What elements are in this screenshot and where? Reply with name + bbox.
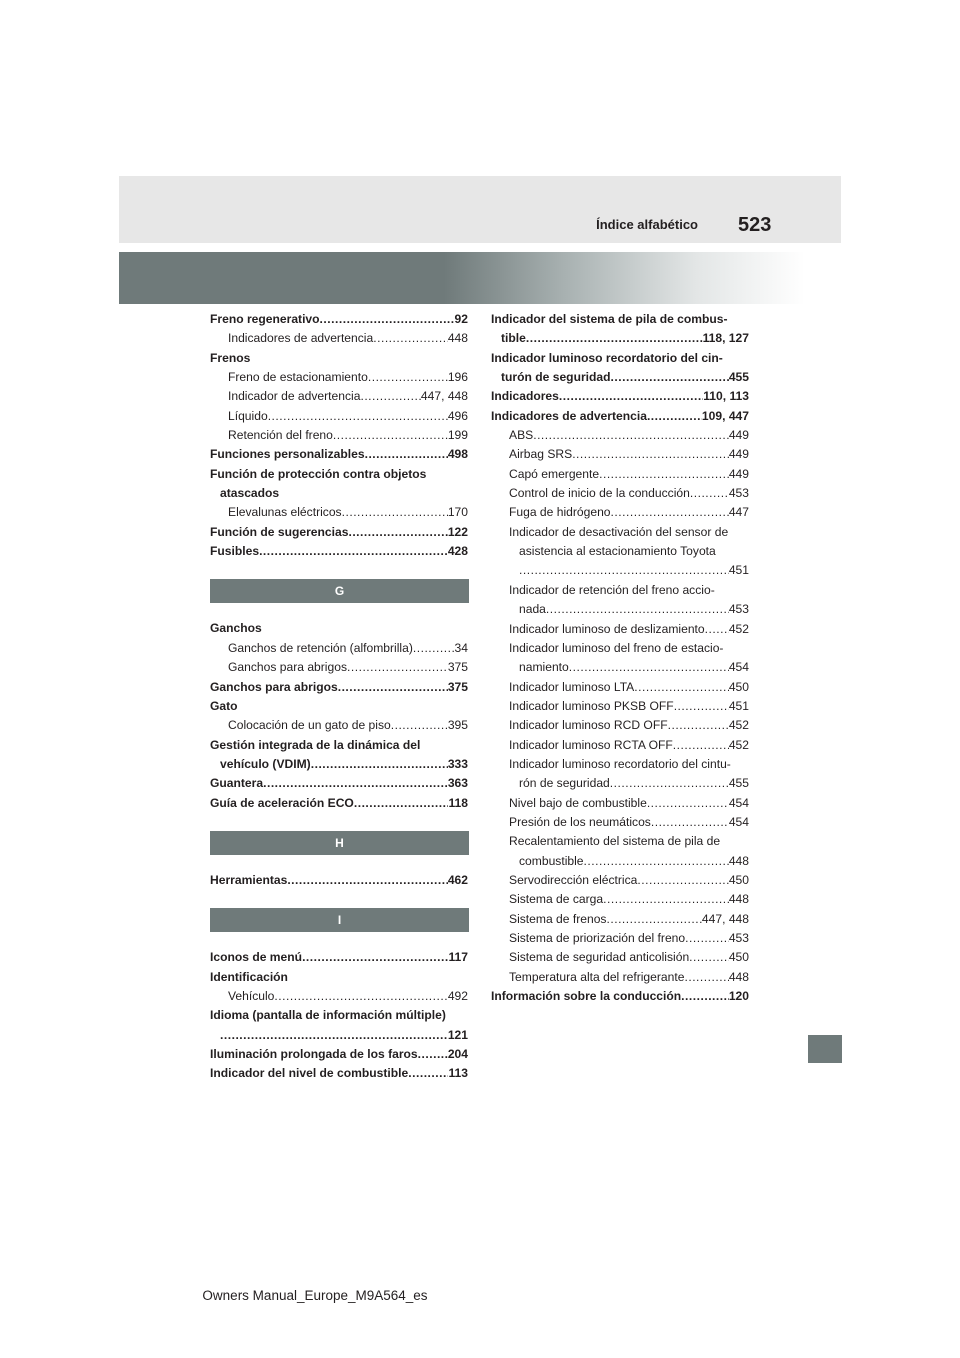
entry-text: asistencia al estacionamiento Toyota — [519, 544, 716, 559]
entry-text: Retención del freno — [228, 428, 333, 443]
dot-leader — [302, 948, 448, 967]
entry-text: Sistema de carga — [509, 892, 604, 907]
index-column-right — [491, 310, 749, 1006]
page-reference: 92 — [454, 312, 468, 326]
index-entry — [210, 755, 468, 774]
entry-text: Indicador luminoso RCD OFF — [509, 718, 668, 733]
index-entry — [210, 736, 468, 755]
page-reference: 109, 447 — [701, 408, 749, 423]
entry-text: Nivel bajo de combustible — [509, 795, 647, 810]
index-subentry — [491, 929, 749, 948]
index-entry — [210, 678, 468, 697]
index-subentry — [491, 813, 749, 832]
dot-leader — [263, 774, 448, 793]
decorative-gradient-bar — [119, 252, 841, 304]
index-entry — [210, 349, 468, 368]
index-entry — [491, 329, 749, 348]
index-entry — [210, 484, 468, 503]
index-subentry — [491, 484, 749, 503]
entry-text: Indicadores de advertencia — [491, 408, 647, 423]
dot-leader — [368, 368, 448, 387]
index-entry — [210, 794, 468, 813]
index-entry — [210, 948, 468, 967]
section-title: Índice alfabético — [596, 217, 698, 232]
page-reference: 117 — [448, 950, 468, 965]
page-reference: 498 — [447, 447, 468, 462]
page-reference: 375 — [447, 679, 468, 694]
entry-text: Fuga de hidrógeno — [509, 505, 611, 520]
index-entry — [210, 445, 468, 464]
dot-leader — [559, 387, 703, 406]
index-subentry — [210, 426, 468, 445]
dot-leader — [606, 910, 701, 929]
entry-text: atascados — [220, 486, 280, 501]
page-reference: 121 — [447, 1027, 468, 1042]
entry-text: combustible — [519, 853, 584, 868]
index-entry — [491, 987, 749, 1006]
index-entry — [210, 465, 468, 484]
dot-leader — [647, 794, 729, 813]
entry-text: Indicador de desactivación del sensor de — [509, 524, 729, 539]
page-reference: 450 — [728, 950, 749, 965]
page-reference: 447 — [728, 505, 749, 520]
dot-leader — [418, 1045, 448, 1064]
entry-text: Indicador luminoso PKSB OFF — [509, 698, 674, 713]
header-band — [119, 176, 841, 243]
page-reference: 118, 127 — [702, 331, 749, 346]
page-reference: 113 — [448, 1066, 468, 1081]
index-subentry — [491, 910, 749, 929]
dot-leader — [347, 658, 448, 677]
index-entry — [491, 310, 749, 329]
page-reference: 462 — [447, 872, 468, 887]
dot-leader — [689, 948, 729, 967]
page-reference: 170 — [447, 505, 468, 520]
dot-leader — [533, 426, 729, 445]
entry-text: Ganchos para abrigos — [210, 679, 338, 694]
index-subentry — [210, 503, 468, 522]
dot-leader — [637, 871, 728, 890]
index-entry — [210, 619, 468, 638]
page-reference: 204 — [447, 1046, 468, 1061]
page-reference: 448 — [728, 853, 749, 868]
page-reference: 118 — [448, 795, 468, 810]
page-reference: 447, 448 — [701, 911, 749, 926]
dot-leader — [611, 503, 729, 522]
dot-leader — [354, 794, 449, 813]
index-subentry — [491, 890, 749, 909]
entry-text: Indicador luminoso recordatorio del cintu- — [509, 756, 731, 771]
page-reference: 449 — [728, 447, 749, 462]
dot-leader — [603, 890, 729, 909]
dot-leader — [373, 329, 448, 348]
index-entry — [210, 310, 468, 329]
page-reference: 455 — [728, 370, 749, 385]
entry-text: Identificación — [210, 969, 288, 984]
page-reference: 453 — [728, 602, 749, 617]
dot-leader — [311, 755, 448, 774]
index-entry — [210, 523, 468, 542]
page-reference: 453 — [728, 486, 749, 501]
entry-text: Guantera — [210, 776, 264, 791]
index-subentry — [491, 561, 749, 580]
entry-text: Indicador luminoso del freno de estacio- — [509, 640, 724, 655]
page-reference: 199 — [447, 428, 468, 443]
entry-text: Ganchos para abrigos — [228, 660, 347, 675]
index-subentry — [491, 832, 749, 851]
dot-leader — [287, 871, 448, 890]
entry-text: namiento — [519, 660, 569, 675]
page-number: 523 — [738, 214, 772, 236]
entry-text: Líquido — [228, 408, 268, 423]
entry-text: Indicadores de advertencia — [228, 331, 374, 346]
index-subentry — [491, 581, 749, 600]
dot-leader — [342, 503, 448, 522]
index-subentry — [491, 426, 749, 445]
page-reference: 333 — [447, 756, 468, 771]
index-subentry — [491, 736, 749, 755]
entry-text: Funciones personalizables — [210, 447, 365, 462]
entry-text: Colocación de un gato de piso — [228, 718, 391, 733]
entry-text: Ganchos de retención (alfombrilla) — [228, 640, 413, 655]
index-entry — [210, 1006, 468, 1025]
dot-leader — [647, 407, 702, 426]
index-subentry — [491, 445, 749, 464]
index-entry — [210, 871, 468, 890]
entry-text: Sistema de frenos — [509, 911, 607, 926]
dot-leader — [684, 968, 728, 987]
dot-leader — [526, 329, 703, 348]
entry-text: Airbag SRS — [509, 447, 573, 462]
page-reference: 196 — [447, 370, 468, 385]
dot-leader — [333, 426, 448, 445]
entry-text: Indicador luminoso RCTA OFF — [509, 737, 673, 752]
dot-leader — [546, 600, 729, 619]
page-reference: 448 — [447, 331, 468, 346]
page-reference: 450 — [728, 679, 749, 694]
entry-text: Temperatura alta del refrigerante — [509, 969, 685, 984]
page-reference: 448 — [728, 969, 749, 984]
index-subentry — [210, 639, 468, 658]
index-entry — [491, 368, 749, 387]
dot-leader — [572, 445, 729, 464]
entry-text: Sistema de seguridad anticolisión — [509, 950, 690, 965]
page-reference: 450 — [728, 872, 749, 887]
dot-leader — [365, 445, 448, 464]
entry-text: nada — [519, 602, 546, 617]
index-subentry — [491, 755, 749, 774]
entry-text: Iconos de menú — [210, 950, 303, 965]
entry-text: Freno de estacionamiento — [228, 370, 368, 385]
dot-leader — [611, 368, 729, 387]
page-reference: 492 — [447, 988, 468, 1003]
entry-text: Indicador luminoso LTA — [509, 679, 635, 694]
entry-text: Indicador luminoso de deslizamiento — [509, 621, 705, 636]
entry-text: turón de seguridad — [501, 370, 611, 385]
entry-text: Fusibles — [210, 544, 260, 559]
page-reference: 454 — [728, 795, 749, 810]
index-subentry — [491, 697, 749, 716]
dot-leader — [668, 716, 729, 735]
index-subentry — [491, 948, 749, 967]
entry-text: Servodirección eléctrica — [509, 872, 638, 887]
entry-text: Guía de aceleración ECO — [210, 795, 354, 810]
page-reference: 375 — [447, 660, 468, 675]
page-reference: 447, 448 — [420, 389, 468, 404]
entry-text: Freno regenerativo — [210, 312, 320, 326]
page-reference: 454 — [728, 660, 749, 675]
dot-leader — [681, 987, 729, 1006]
dot-leader — [220, 1026, 448, 1045]
entry-text: Capó emergente — [509, 466, 600, 481]
entry-text: Gestión integrada de la dinámica del — [210, 737, 421, 752]
index-entry — [210, 697, 468, 716]
index-subentry — [491, 716, 749, 735]
index-entry — [210, 968, 468, 987]
page-reference: 451 — [728, 698, 749, 713]
dot-leader — [268, 407, 448, 426]
index-entry — [491, 349, 749, 368]
dot-leader — [338, 678, 448, 697]
index-entry — [491, 407, 749, 426]
index-letter-header: G — [210, 579, 469, 603]
index-subentry — [491, 639, 749, 658]
dot-leader — [360, 387, 420, 406]
index-subentry — [491, 620, 749, 639]
index-entry — [210, 1026, 468, 1045]
index-subentry — [491, 794, 749, 813]
index-subentry — [210, 329, 468, 348]
entry-text: vehículo (VDIM) — [220, 756, 311, 771]
page-reference: 34 — [454, 640, 468, 655]
page-reference: 454 — [728, 814, 749, 829]
page-reference: 395 — [447, 718, 468, 733]
entry-text: Sistema de priorización del freno — [509, 931, 686, 945]
index-subentry — [210, 658, 468, 677]
entry-text: Indicadores — [491, 389, 559, 404]
page-reference: 453 — [728, 931, 749, 945]
entry-text: Función de protección contra objetos — [210, 466, 427, 481]
footer-manual-id: Owners Manual_Europe_M9A564_es — [202, 1288, 428, 1303]
dot-leader — [634, 678, 729, 697]
dot-leader — [408, 1064, 448, 1083]
index-subentry — [491, 542, 749, 561]
entry-text: Frenos — [210, 350, 251, 365]
dot-leader — [413, 639, 455, 658]
index-subentry — [210, 987, 468, 1006]
dot-leader — [584, 852, 729, 871]
index-entry — [491, 387, 749, 406]
entry-text: Indicador del nivel de combustible — [210, 1066, 409, 1081]
entry-text: tible — [501, 331, 526, 346]
page-reference: 120 — [728, 989, 749, 1004]
entry-text: Función de sugerencias — [210, 524, 349, 539]
entry-text: rón de seguridad — [519, 776, 610, 791]
index-entry — [210, 1064, 468, 1083]
entry-text: ABS — [509, 428, 534, 443]
index-subentry — [491, 658, 749, 677]
index-subentry — [210, 368, 468, 387]
index-subentry — [491, 852, 749, 871]
dot-leader — [599, 465, 729, 484]
chapter-tab — [808, 1035, 842, 1063]
page-reference: 451 — [728, 563, 749, 578]
index-subentry — [210, 716, 468, 735]
index-entry — [210, 1045, 468, 1064]
entry-text: Indicador de advertencia — [228, 389, 361, 404]
index-entry — [210, 542, 468, 561]
dot-leader — [320, 310, 455, 329]
page-reference: 452 — [728, 737, 749, 752]
entry-text: Información sobre la conducción — [491, 989, 682, 1004]
entry-text: Ganchos — [210, 621, 262, 636]
dot-leader — [674, 697, 729, 716]
entry-text: Iluminación prolongada de los faros — [210, 1046, 418, 1061]
entry-text: Idioma (pantalla de información múltiple) — [210, 1008, 446, 1023]
index-subentry — [491, 968, 749, 987]
entry-text: Indicador del sistema de pila de combus- — [491, 312, 728, 326]
index-letter-header: I — [210, 908, 469, 932]
dot-leader — [569, 658, 729, 677]
index-column-left — [210, 310, 468, 1084]
index-entry — [210, 774, 468, 793]
page-reference: 449 — [728, 428, 749, 443]
entry-text: Control de inicio de la conducción — [509, 486, 690, 501]
page-reference: 455 — [728, 776, 749, 791]
entry-text: Gato — [210, 698, 238, 713]
entry-text: Elevalunas eléctricos — [228, 505, 342, 520]
dot-leader — [685, 929, 729, 948]
dot-leader — [519, 561, 729, 580]
dot-leader — [391, 716, 448, 735]
page-reference: 449 — [728, 466, 749, 481]
dot-leader — [651, 813, 729, 832]
dot-leader — [673, 736, 729, 755]
entry-text: Indicador de retención del freno accio- — [509, 582, 715, 597]
page-reference: 448 — [728, 892, 749, 907]
dot-leader — [259, 542, 448, 561]
page-reference: 122 — [447, 524, 468, 539]
dot-leader — [348, 523, 447, 542]
index-subentry — [491, 465, 749, 484]
entry-text: Presión de los neumáticos — [509, 814, 651, 829]
dot-leader — [274, 987, 447, 1006]
entry-text: Vehículo — [228, 988, 275, 1003]
index-subentry — [491, 523, 749, 542]
dot-leader — [705, 620, 729, 639]
entry-text: Indicador luminoso recordatorio del cin- — [491, 350, 723, 365]
page-reference: 110, 113 — [703, 389, 749, 404]
dot-leader — [690, 484, 729, 503]
index-subentry — [491, 678, 749, 697]
page-reference: 428 — [447, 544, 468, 559]
page-reference: 452 — [728, 718, 749, 733]
page-reference: 363 — [447, 776, 468, 791]
entry-text: Recalentamiento del sistema de pila de — [509, 834, 721, 849]
index-subentry — [210, 407, 468, 426]
index-subentry — [210, 387, 468, 406]
index-subentry — [491, 871, 749, 890]
index-subentry — [491, 600, 749, 619]
page-reference: 496 — [447, 408, 468, 423]
entry-text: Herramientas — [210, 872, 288, 887]
index-letter-header: H — [210, 831, 469, 855]
index-subentry — [491, 503, 749, 522]
index-subentry — [491, 774, 749, 793]
dot-leader — [610, 774, 729, 793]
page-reference: 452 — [728, 621, 749, 636]
